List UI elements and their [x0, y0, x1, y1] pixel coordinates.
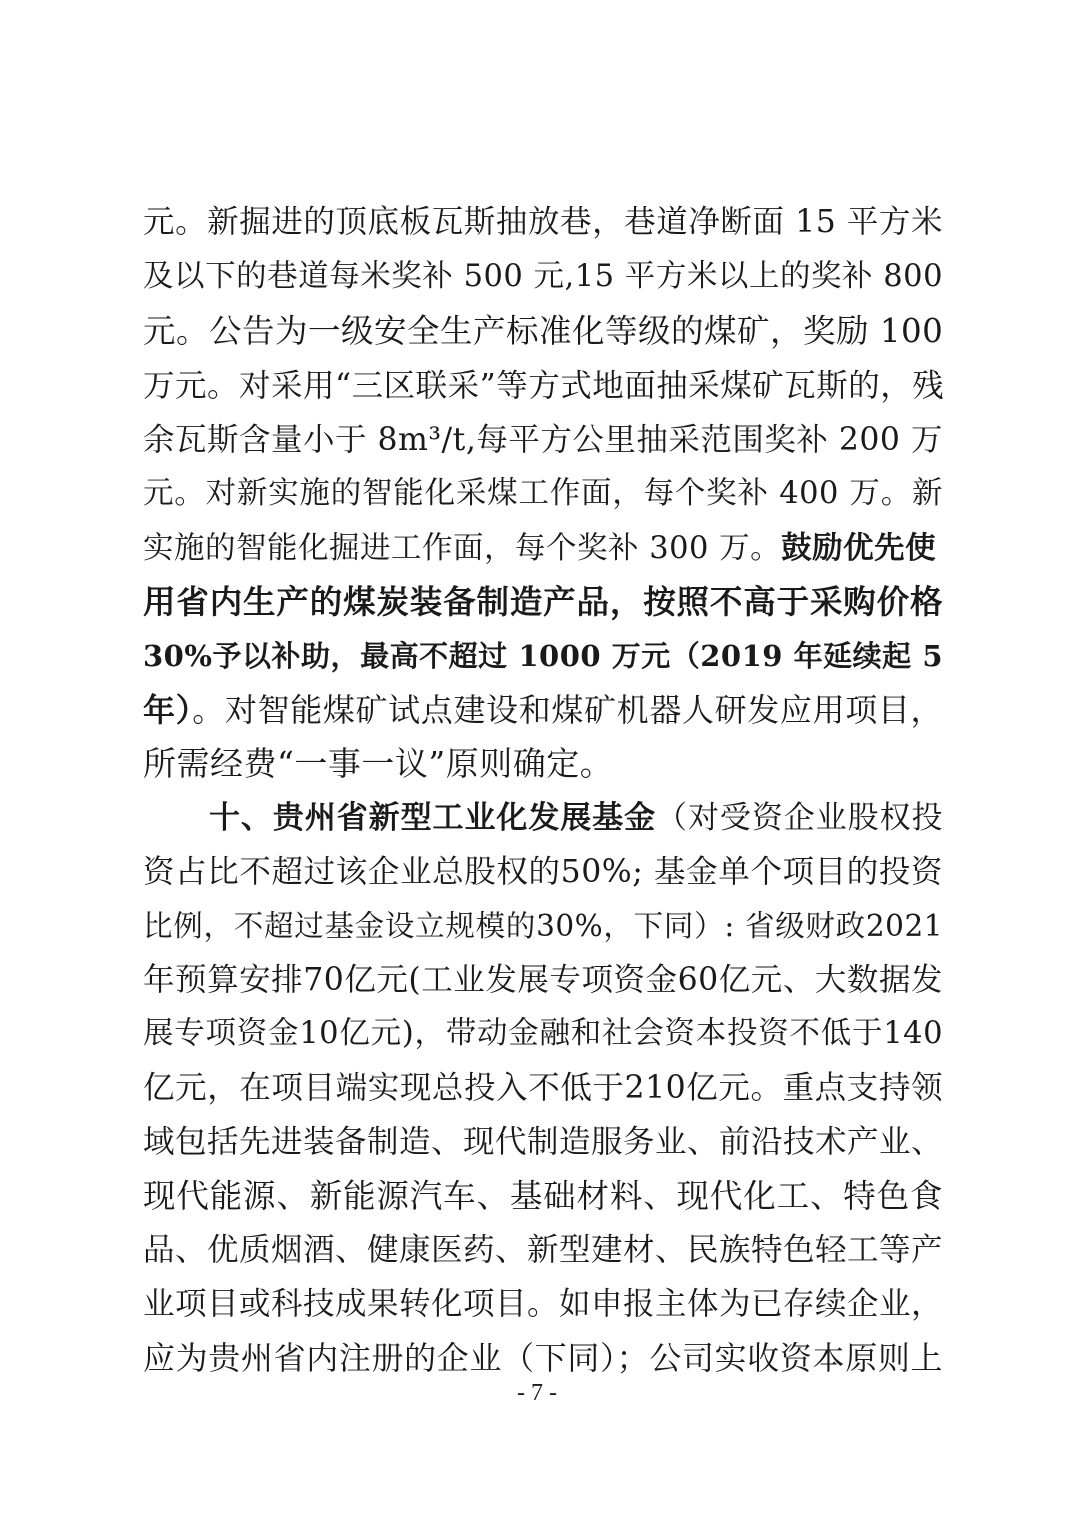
text-line: 域包括先进装备制造、现代制造服务业、前沿技术产业、	[143, 1124, 944, 1160]
text-line: 元。新掘进的顶底板瓦斯抽放巷，巷道净断面 15 平方米	[143, 204, 943, 240]
text-fragment: 实施的智能化掘进工作面，每个奖补 300 万。	[143, 531, 782, 566]
bold-text-fragment: 鼓励优先使	[781, 530, 937, 566]
text-line: 年预算安排70亿元(工业发展专项资金60亿元、大数据发	[143, 962, 943, 998]
text-fragment: 。对智能煤矿试点建设和煤矿机器人研发应用项目，	[192, 691, 943, 729]
page-number: - 7 -	[517, 1380, 557, 1406]
text-line: 业项目或科技成果转化项目。如申报主体为已存续企业，	[143, 1286, 944, 1322]
text-line: 余瓦斯含量小于 8m³/t,每平方公里抽采范围奖补 200 万	[143, 422, 943, 458]
bold-text-fragment: 年）	[143, 691, 193, 729]
section-heading: 十、贵州省新型工业化发展基金	[209, 800, 657, 836]
text-line: 展专项资金10亿元)，带动金融和社会资本投资不低于140	[143, 1016, 943, 1051]
text-line: 元。对新实施的智能化采煤工作面，每个奖补 400 万。新	[143, 476, 943, 511]
text-line: 万元。对采用“三区联采”等方式地面抽采煤矿瓦斯的，残	[143, 368, 945, 404]
text-line: 元。公告为一级安全生产标准化等级的煤矿，奖励 100	[143, 312, 944, 350]
text-line: 现代能源、新能源汽车、基础材料、现代化工、特色食	[143, 1177, 943, 1215]
text-line	[209, 796, 943, 840]
text-line: 资占比不超过该企业总股权的50%; 基金单个项目的投资	[143, 854, 943, 890]
text-line	[143, 526, 943, 570]
text-line: 亿元，在项目端实现总投入不低于210亿元。重点支持领	[143, 1070, 943, 1106]
text-line: 及以下的巷道每米奖补 500 元,15 平方米以上的奖补 800	[143, 259, 943, 294]
text-line: 应为贵州省内注册的企业（下同）；公司实收资本原则上	[143, 1339, 943, 1377]
text-line: 比例，不超过基金设立规模的30%，下同）: 省级财政2021	[143, 909, 943, 943]
bold-text-line: 用省内生产的煤炭装备制造产品，按照不高于采购价格	[143, 582, 943, 621]
bold-text-line: 30%予以补助，最高不超过 1000 万元（2019 年延续起 5	[143, 639, 943, 673]
text-line: 品、优质烟酒、健康医药、新型建材、民族特色轻工等产	[143, 1232, 944, 1268]
text-line	[143, 688, 943, 732]
text-line: 所需经费“一事一议”原则确定。	[143, 744, 614, 783]
text-fragment: （对受资企业股权投	[656, 800, 944, 836]
